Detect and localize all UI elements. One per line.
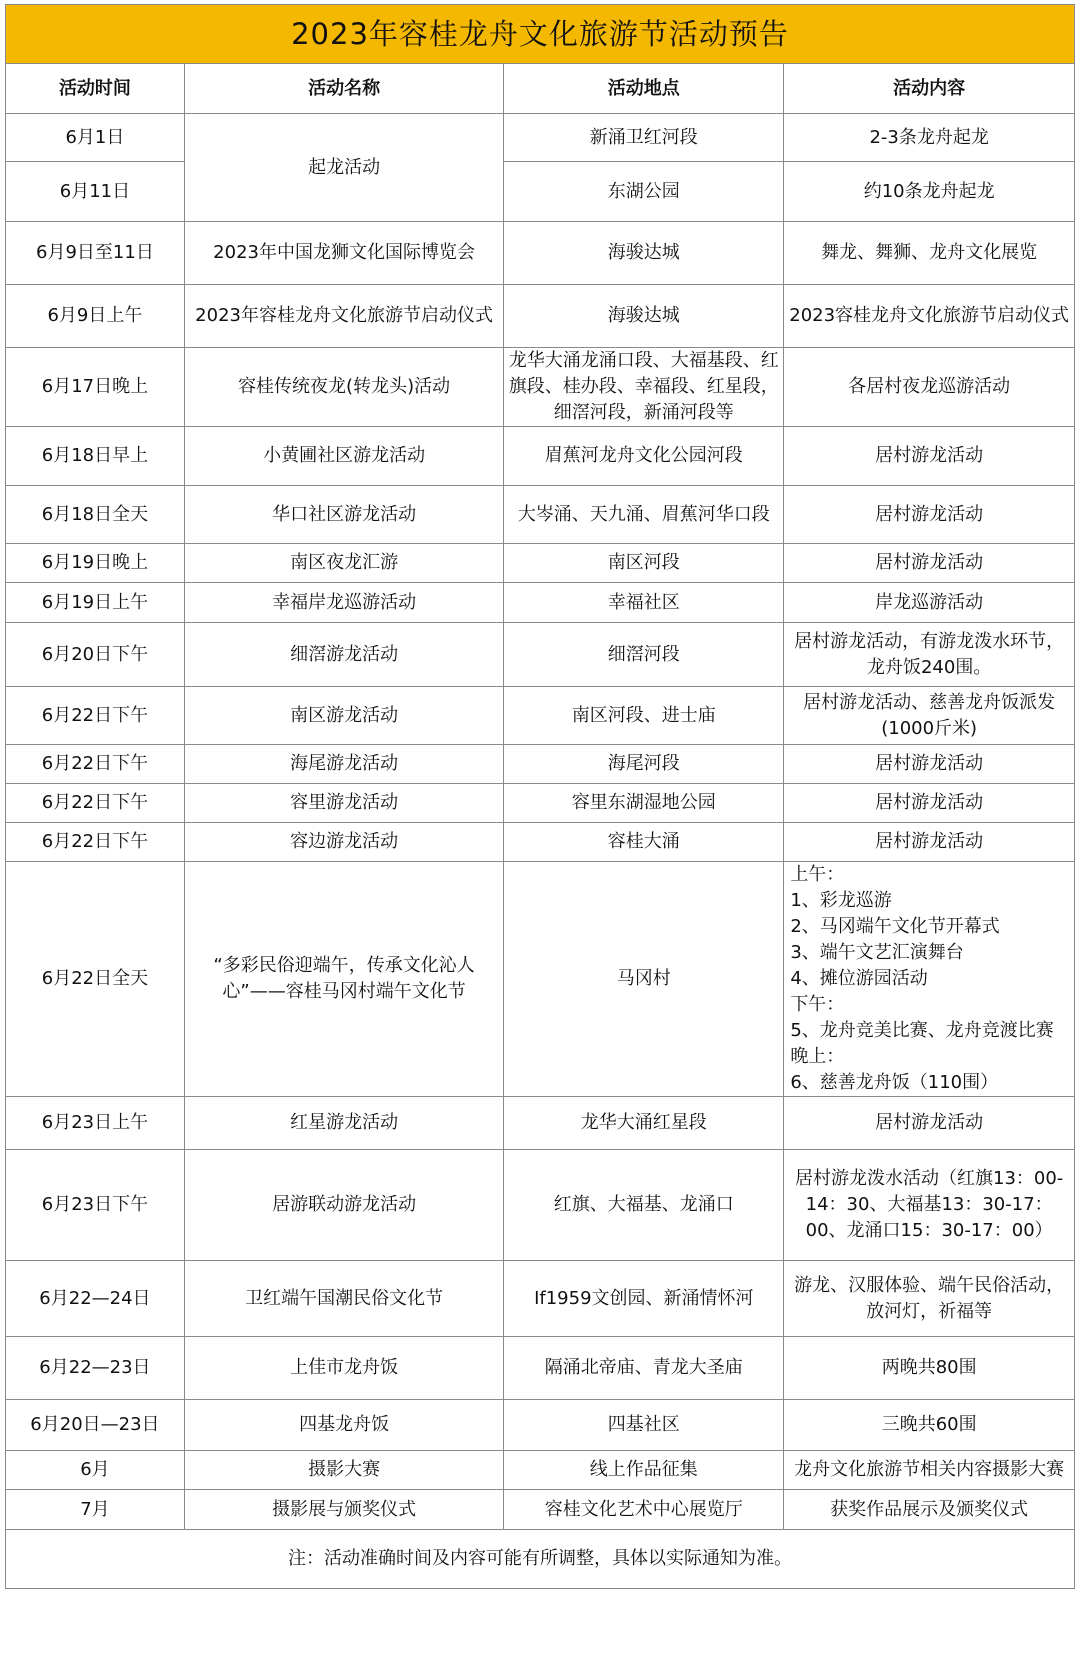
cell-place: 红旗、大福基、龙涌口 bbox=[504, 1150, 784, 1261]
header-row bbox=[6, 64, 1075, 114]
cell-place: 容桂大涌 bbox=[504, 823, 784, 862]
content-line: 下午： bbox=[790, 994, 845, 1015]
cell-time: 6月22日全天 bbox=[6, 862, 185, 1097]
cell-name: 摄影大赛 bbox=[184, 1451, 503, 1490]
schedule-sheet bbox=[5, 4, 1075, 1589]
cell-content: 居村游龙活动 bbox=[784, 745, 1075, 784]
table-row bbox=[6, 583, 1075, 623]
cell-time: 6月20日—23日 bbox=[6, 1400, 185, 1451]
cell-content: 2023容桂龙舟文化旅游节启动仪式 bbox=[784, 285, 1075, 348]
cell-place: 细滘河段 bbox=[504, 623, 784, 687]
cell-place: 大岑涌、天九涌、眉蕉河华口段 bbox=[504, 486, 784, 544]
cell-name: 2023年容桂龙舟文化旅游节启动仪式 bbox=[184, 285, 503, 348]
table-row bbox=[6, 823, 1075, 862]
header-content: 活动内容 bbox=[784, 64, 1075, 114]
table-row bbox=[6, 1490, 1075, 1530]
cell-place: 新涌卫红河段 bbox=[504, 114, 784, 162]
cell-time: 6月18日早上 bbox=[6, 427, 185, 486]
cell-time: 6月22—24日 bbox=[6, 1261, 185, 1337]
table-row bbox=[6, 784, 1075, 823]
cell-place: 眉蕉河龙舟文化公园河段 bbox=[504, 427, 784, 486]
table-row bbox=[6, 348, 1075, 427]
cell-place: If1959文创园、新涌情怀河 bbox=[504, 1261, 784, 1337]
cell-name: 红星游龙活动 bbox=[184, 1097, 503, 1150]
content-line: 1、彩龙巡游 bbox=[790, 890, 892, 911]
cell-name: 卫红端午国潮民俗文化节 bbox=[184, 1261, 503, 1337]
cell-content: 居村游龙活动 bbox=[784, 427, 1075, 486]
cell-place: 东湖公园 bbox=[504, 162, 784, 222]
cell-time: 6月22日下午 bbox=[6, 687, 185, 745]
content-line: 4、摊位游园活动 bbox=[790, 968, 928, 989]
cell-time: 6月 bbox=[6, 1451, 185, 1490]
cell-name: 居游联动游龙活动 bbox=[184, 1150, 503, 1261]
cell-content: 居村游龙活动、慈善龙舟饭派发(1000斤米) bbox=[784, 687, 1075, 745]
cell-time: 6月22日下午 bbox=[6, 823, 185, 862]
cell-time: 6月18日全天 bbox=[6, 486, 185, 544]
table-row bbox=[6, 862, 1075, 1097]
cell-name: 上佳市龙舟饭 bbox=[184, 1337, 503, 1400]
cell-time: 6月11日 bbox=[6, 162, 185, 222]
cell-time: 6月22—23日 bbox=[6, 1337, 185, 1400]
table-row bbox=[6, 1337, 1075, 1400]
cell-time: 6月19日晚上 bbox=[6, 544, 185, 583]
table-row bbox=[6, 623, 1075, 687]
cell-place: 海骏达城 bbox=[504, 285, 784, 348]
cell-content: 游龙、汉服体验、端午民俗活动，放河灯，祈福等 bbox=[784, 1261, 1075, 1337]
cell-time: 6月23日上午 bbox=[6, 1097, 185, 1150]
cell-place: 南区河段、进士庙 bbox=[504, 687, 784, 745]
cell-time: 6月23日下午 bbox=[6, 1150, 185, 1261]
table-title: 2023年容桂龙舟文化旅游节活动预告 bbox=[6, 5, 1075, 64]
cell-time: 6月9日至11日 bbox=[6, 222, 185, 285]
table-row bbox=[6, 745, 1075, 784]
cell-content: 2-3条龙舟起龙 bbox=[784, 114, 1075, 162]
cell-name: 容边游龙活动 bbox=[184, 823, 503, 862]
cell-name: 四基龙舟饭 bbox=[184, 1400, 503, 1451]
cell-time: 6月9日上午 bbox=[6, 285, 185, 348]
table-row bbox=[6, 222, 1075, 285]
cell-content: 龙舟文化旅游节相关内容摄影大赛 bbox=[784, 1451, 1075, 1490]
note-row bbox=[6, 1530, 1075, 1589]
cell-place: 海尾河段 bbox=[504, 745, 784, 784]
cell-name: 海尾游龙活动 bbox=[184, 745, 503, 784]
cell-name: 摄影展与颁奖仪式 bbox=[184, 1490, 503, 1530]
header-place: 活动地点 bbox=[504, 64, 784, 114]
cell-time: 6月22日下午 bbox=[6, 745, 185, 784]
header-name: 活动名称 bbox=[184, 64, 503, 114]
table-row bbox=[6, 1261, 1075, 1337]
cell-content: 居村游龙活动 bbox=[784, 823, 1075, 862]
table-row bbox=[6, 544, 1075, 583]
cell-time: 6月17日晚上 bbox=[6, 348, 185, 427]
cell-place: 龙华大涌红星段 bbox=[504, 1097, 784, 1150]
cell-name: 华口社区游龙活动 bbox=[184, 486, 503, 544]
cell-place: 海骏达城 bbox=[504, 222, 784, 285]
content-line: 6、慈善龙舟饭（110围） bbox=[790, 1072, 999, 1093]
cell-name: 细滘游龙活动 bbox=[184, 623, 503, 687]
cell-name: 南区游龙活动 bbox=[184, 687, 503, 745]
cell-time: 6月20日下午 bbox=[6, 623, 185, 687]
table-row bbox=[6, 162, 1075, 222]
cell-content: 三晚共60围 bbox=[784, 1400, 1075, 1451]
cell-place: 容桂文化艺术中心展览厅 bbox=[504, 1490, 784, 1530]
cell-content: 居村游龙活动，有游龙泼水环节，龙舟饭240围。 bbox=[784, 623, 1075, 687]
cell-name: 容里游龙活动 bbox=[184, 784, 503, 823]
cell-content: 获奖作品展示及颁奖仪式 bbox=[784, 1490, 1075, 1530]
table-row bbox=[6, 1451, 1075, 1490]
cell-place: 容里东湖湿地公园 bbox=[504, 784, 784, 823]
schedule-table bbox=[5, 4, 1075, 1589]
cell-content: 舞龙、舞狮、龙舟文化展览 bbox=[784, 222, 1075, 285]
table-row bbox=[6, 427, 1075, 486]
cell-place: 隔涌北帝庙、青龙大圣庙 bbox=[504, 1337, 784, 1400]
cell-content-list bbox=[784, 862, 1075, 1097]
cell-content: 各居村夜龙巡游活动 bbox=[784, 348, 1075, 427]
cell-place: 马冈村 bbox=[504, 862, 784, 1097]
cell-name: 2023年中国龙狮文化国际博览会 bbox=[184, 222, 503, 285]
cell-content: 两晚共80围 bbox=[784, 1337, 1075, 1400]
content-line: 上午： bbox=[790, 864, 845, 885]
cell-name: 南区夜龙汇游 bbox=[184, 544, 503, 583]
table-row bbox=[6, 114, 1075, 162]
content-line: 5、龙舟竞美比赛、龙舟竞渡比赛 bbox=[790, 1020, 1054, 1041]
cell-time: 7月 bbox=[6, 1490, 185, 1530]
cell-name: 起龙活动 bbox=[184, 114, 503, 222]
content-line: 晚上： bbox=[790, 1046, 845, 1067]
table-row bbox=[6, 1097, 1075, 1150]
cell-content: 居村游龙活动 bbox=[784, 486, 1075, 544]
cell-place: 幸福社区 bbox=[504, 583, 784, 623]
cell-name: 幸福岸龙巡游活动 bbox=[184, 583, 503, 623]
table-row bbox=[6, 1400, 1075, 1451]
content-line: 3、端午文艺汇演舞台 bbox=[790, 942, 964, 963]
cell-place: 龙华大涌龙涌口段、大福基段、红旗段、桂办段、幸福段、红星段，细滘河段，新涌河段等 bbox=[504, 348, 784, 427]
cell-content: 居村游龙活动 bbox=[784, 544, 1075, 583]
cell-time: 6月1日 bbox=[6, 114, 185, 162]
cell-place: 四基社区 bbox=[504, 1400, 784, 1451]
cell-place: 线上作品征集 bbox=[504, 1451, 784, 1490]
cell-content: 约10条龙舟起龙 bbox=[784, 162, 1075, 222]
cell-content: 居村游龙活动 bbox=[784, 1097, 1075, 1150]
table-row bbox=[6, 285, 1075, 348]
cell-name: “多彩民俗迎端午，传承文化沁人心”——容桂马冈村端午文化节 bbox=[184, 862, 503, 1097]
cell-name: 小黄圃社区游龙活动 bbox=[184, 427, 503, 486]
table-row bbox=[6, 486, 1075, 544]
table-row bbox=[6, 687, 1075, 745]
table-note: 注：活动准确时间及内容可能有所调整，具体以实际通知为准。 bbox=[6, 1530, 1075, 1589]
cell-content: 岸龙巡游活动 bbox=[784, 583, 1075, 623]
cell-place: 南区河段 bbox=[504, 544, 784, 583]
cell-content: 居村游龙活动 bbox=[784, 784, 1075, 823]
cell-time: 6月22日下午 bbox=[6, 784, 185, 823]
cell-content: 居村游龙泼水活动（红旗13：00-14：30、大福基13：30-17：00、龙涌口15：30-17：00） bbox=[784, 1150, 1075, 1261]
table-row bbox=[6, 1150, 1075, 1261]
cell-time: 6月19日上午 bbox=[6, 583, 185, 623]
header-time: 活动时间 bbox=[6, 64, 185, 114]
content-line: 2、马冈端午文化节开幕式 bbox=[790, 916, 1000, 937]
cell-name: 容桂传统夜龙(转龙头)活动 bbox=[184, 348, 503, 427]
